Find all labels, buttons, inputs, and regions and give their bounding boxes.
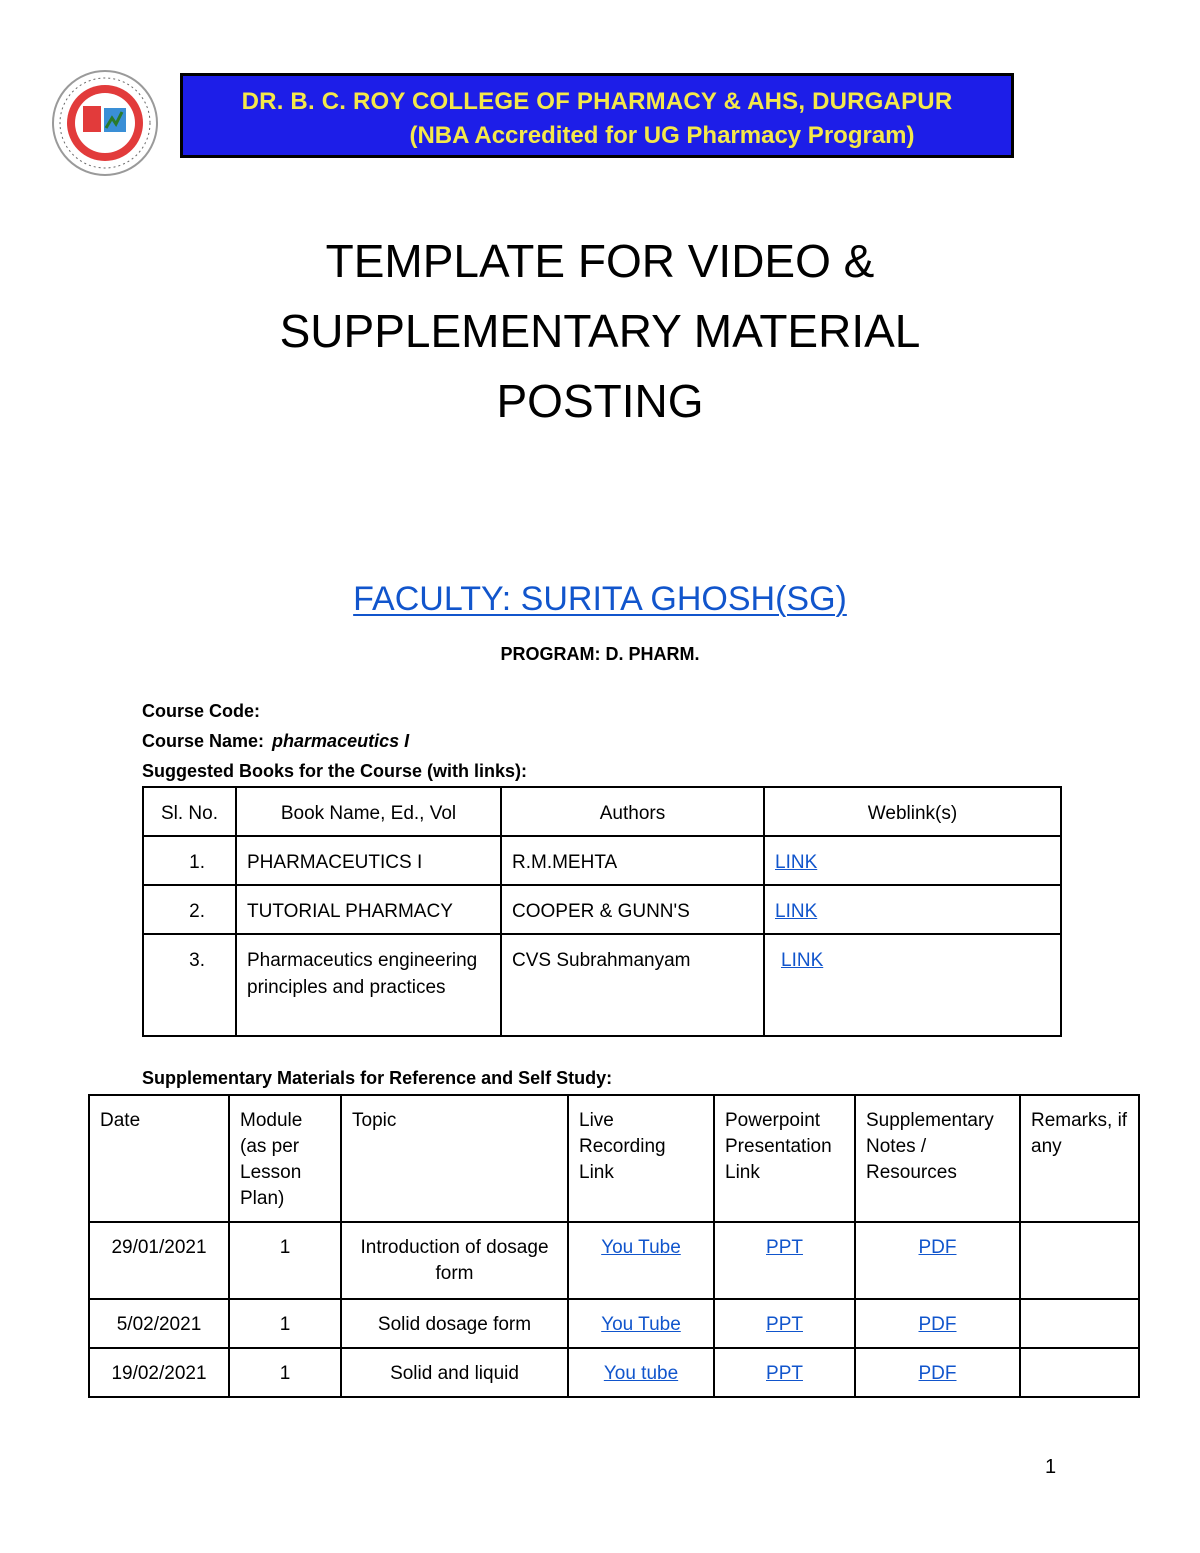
- table-row: [89, 1222, 1139, 1299]
- date-cell: 19/02/2021: [89, 1348, 229, 1397]
- topic-cell: Introduction of dosage form: [341, 1222, 568, 1299]
- video-cell: [568, 1299, 714, 1348]
- book-name: Pharmaceutics engineering principles and practices: [236, 934, 501, 1036]
- ppt-cell: [714, 1299, 855, 1348]
- remarks-cell: [1020, 1222, 1139, 1299]
- books-table: [142, 786, 1062, 1037]
- youtube-link[interactable]: You Tube: [601, 1314, 681, 1335]
- table-row: [89, 1299, 1139, 1348]
- document-title: [100, 232, 1100, 430]
- accreditation-text: (NBA Accredited for UG Pharmacy Program): [409, 122, 915, 149]
- header-cell: Module (as per Lesson Plan): [229, 1095, 341, 1222]
- book-weblink-cell: [764, 885, 1061, 934]
- header-cell: Topic: [341, 1095, 568, 1222]
- book-number: 2.: [143, 885, 236, 934]
- header-cell: Weblink(s): [764, 787, 1061, 836]
- course-name-line: [142, 731, 409, 752]
- date-cell: 29/01/2021: [89, 1222, 229, 1299]
- video-cell: [568, 1222, 714, 1299]
- course-name-value: pharmaceutics I: [272, 731, 410, 751]
- course-name-label: Course Name:: [142, 731, 265, 751]
- college-name: DR. B. C. ROY COLLEGE OF PHARMACY & AHS, DURGAPUR: [241, 88, 953, 115]
- pdf-cell: [855, 1299, 1020, 1348]
- book-weblink-cell: [764, 836, 1061, 885]
- header-cell: Supplementary Notes / Resources: [855, 1095, 1020, 1222]
- pdf-cell: [855, 1348, 1020, 1397]
- module-cell: 1: [229, 1299, 341, 1348]
- pdf-link[interactable]: PDF: [918, 1237, 957, 1258]
- table-row: [143, 934, 1061, 1036]
- book-weblink-cell: [764, 934, 1061, 1036]
- book-authors: COOPER & GUNN'S: [501, 885, 764, 934]
- topic-cell: Solid dosage form: [341, 1299, 568, 1348]
- remarks-cell: [1020, 1348, 1139, 1397]
- header-cell: Remarks, if any: [1020, 1095, 1139, 1222]
- college-banner: [180, 73, 1014, 158]
- faculty-heading[interactable]: [100, 580, 1100, 619]
- title-line-2: SUPPLEMENTARY MATERIAL: [279, 305, 921, 357]
- ppt-link[interactable]: PPT: [766, 1314, 803, 1335]
- book-name: PHARMACEUTICS I: [236, 836, 501, 885]
- table-header-row: [143, 787, 1061, 836]
- table-row: [143, 836, 1061, 885]
- module-cell: 1: [229, 1348, 341, 1397]
- ppt-link[interactable]: PPT: [766, 1237, 803, 1258]
- book-link[interactable]: LINK: [781, 950, 824, 971]
- course-code-label: Course Code:: [142, 701, 261, 721]
- header-cell: Live Recording Link: [568, 1095, 714, 1222]
- header-cell: Sl. No.: [143, 787, 236, 836]
- topic-cell: Solid and liquid: [341, 1348, 568, 1397]
- book-number: 1.: [143, 836, 236, 885]
- book-authors: CVS Subrahmanyam: [501, 934, 764, 1036]
- video-cell: [568, 1348, 714, 1397]
- youtube-link[interactable]: You tube: [603, 1363, 679, 1384]
- header-cell: Date: [89, 1095, 229, 1222]
- header-cell: Powerpoint Presentation Link: [714, 1095, 855, 1222]
- table-row: [89, 1348, 1139, 1397]
- ppt-link[interactable]: PPT: [766, 1363, 803, 1384]
- header-cell: Authors: [501, 787, 764, 836]
- book-name: TUTORIAL PHARMACY: [236, 885, 501, 934]
- pdf-link[interactable]: PDF: [918, 1363, 957, 1384]
- remarks-cell: [1020, 1299, 1139, 1348]
- table-row: [143, 885, 1061, 934]
- youtube-link[interactable]: You Tube: [601, 1237, 681, 1258]
- ppt-cell: [714, 1348, 855, 1397]
- book-authors: R.M.MEHTA: [501, 836, 764, 885]
- book-link[interactable]: LINK: [775, 852, 818, 873]
- pdf-cell: [855, 1222, 1020, 1299]
- table-header-row: [89, 1095, 1139, 1222]
- books-heading: Suggested Books for the Course (with links):: [142, 761, 528, 781]
- pdf-link[interactable]: PDF: [918, 1314, 957, 1335]
- supplementary-heading: Supplementary Materials for Reference and Self Study:: [142, 1068, 613, 1088]
- faculty-link[interactable]: FACULTY: SURITA GHOSH(SG): [353, 580, 847, 618]
- book-number: 3.: [143, 934, 236, 1036]
- book-link[interactable]: LINK: [775, 901, 818, 922]
- supplementary-table: [88, 1094, 1140, 1398]
- college-logo: [48, 68, 162, 178]
- title-line-1: TEMPLATE FOR VIDEO &: [325, 235, 875, 287]
- header-cell: Book Name, Ed., Vol: [236, 787, 501, 836]
- program-label: PROGRAM: D. PHARM.: [500, 644, 700, 664]
- title-line-3: POSTING: [496, 375, 704, 427]
- page-number: 1: [1045, 1456, 1057, 1478]
- ppt-cell: [714, 1222, 855, 1299]
- date-cell: 5/02/2021: [89, 1299, 229, 1348]
- module-cell: 1: [229, 1222, 341, 1299]
